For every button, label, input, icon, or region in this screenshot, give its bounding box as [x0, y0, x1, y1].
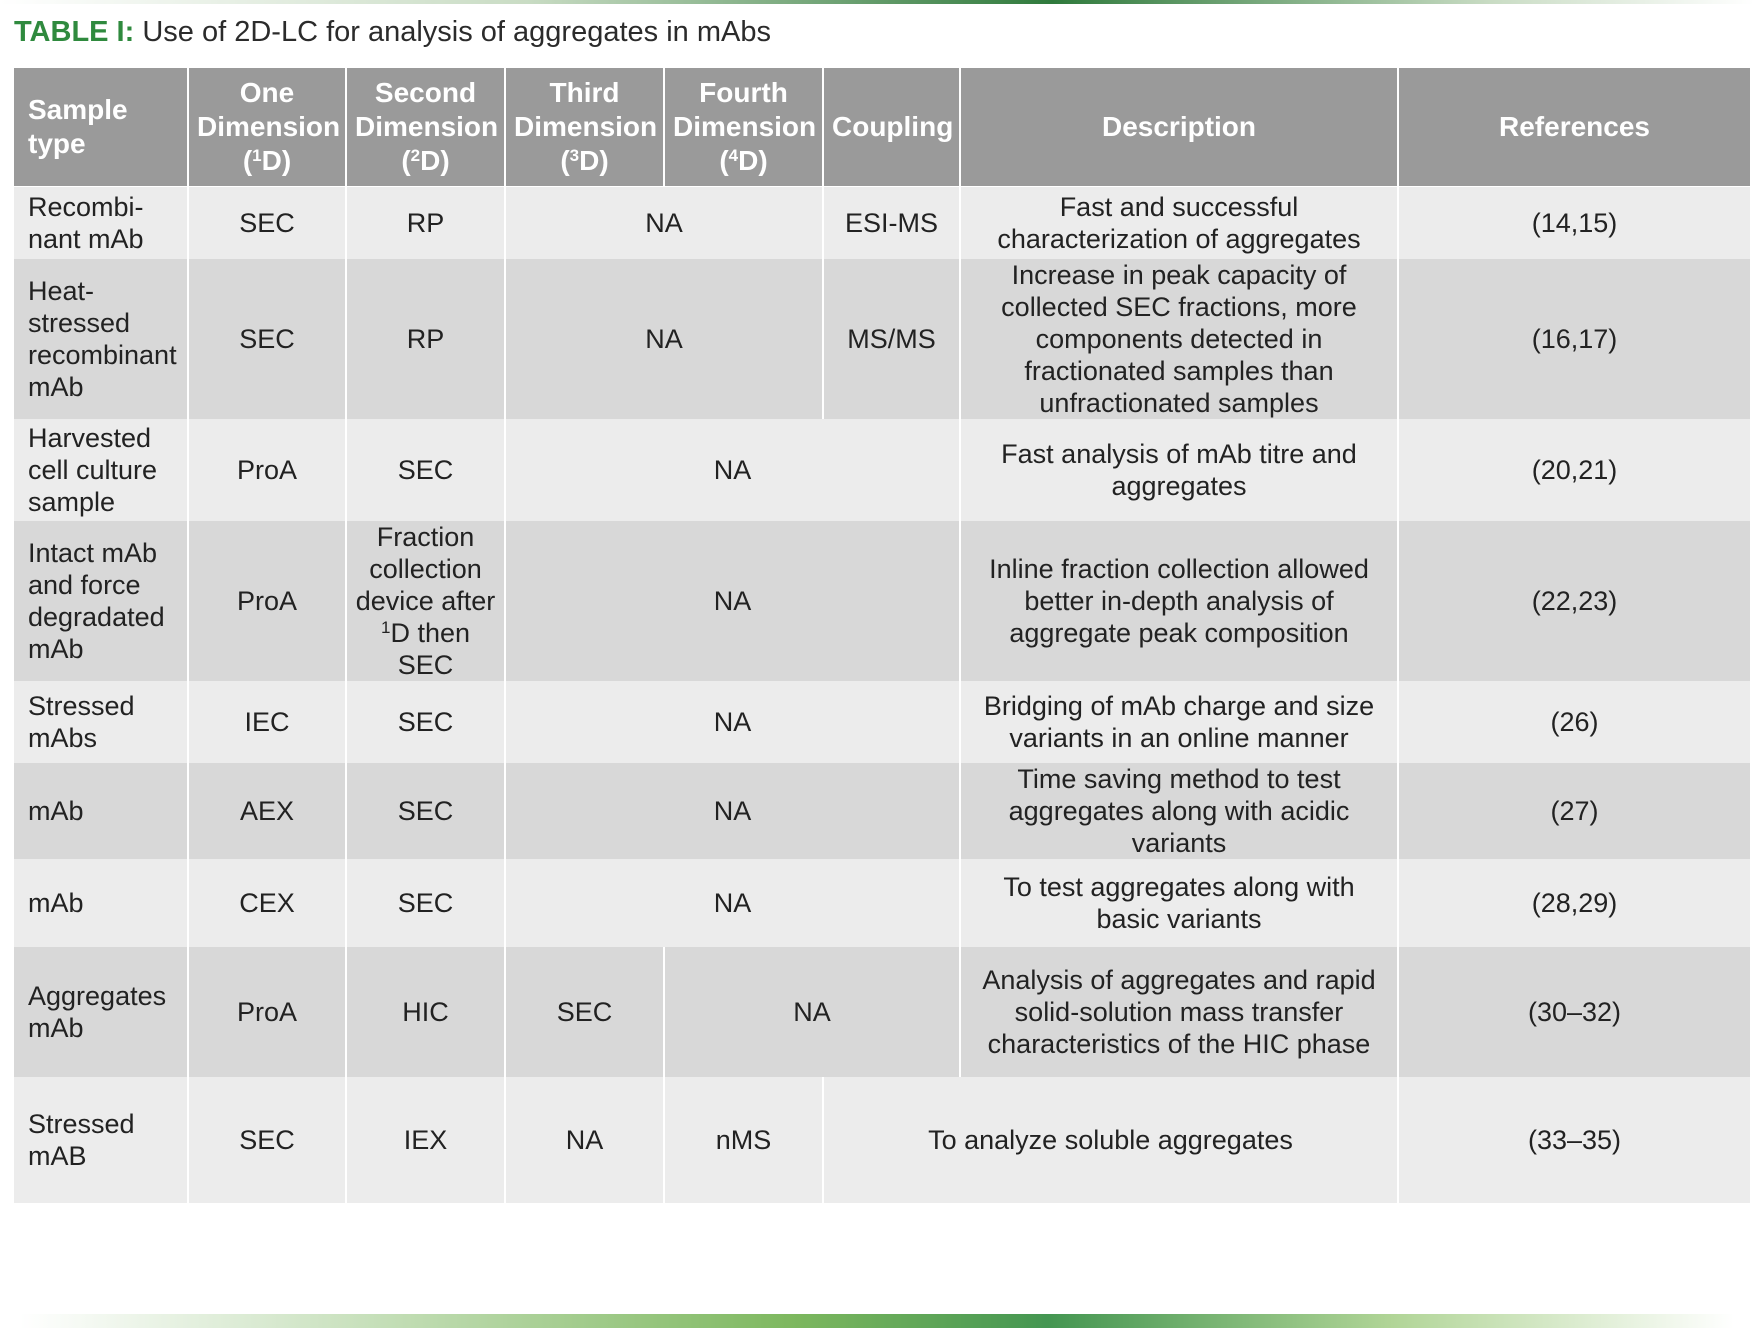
- header-second-dimension: Second Dimension ($^2$D): [346, 68, 505, 187]
- cell-sample-type: Recombi-nant mAb: [14, 187, 188, 259]
- cell-third-dimension: NA: [505, 1077, 664, 1203]
- cell-description: Bridging of mAb charge and size variants in an online manner: [960, 681, 1398, 763]
- table-row: [14, 947, 1750, 1077]
- cell-second-dimension: Fraction collection device after $^1$D then SEC: [346, 521, 505, 681]
- top-divider: [0, 0, 1754, 4]
- cell-sample-type: Stressed mAB: [14, 1077, 188, 1203]
- cell-second-dimension: SEC: [346, 859, 505, 947]
- cell-na-span: NA: [664, 947, 960, 1077]
- table-row: [14, 681, 1750, 763]
- cell-references: (27): [1398, 763, 1750, 859]
- cell-references: (26): [1398, 681, 1750, 763]
- table-caption: [14, 16, 771, 49]
- table-row: [14, 419, 1750, 521]
- cell-one-dimension: SEC: [188, 187, 346, 259]
- cell-description: To test aggregates along with basic variants: [960, 859, 1398, 947]
- cell-one-dimension: SEC: [188, 1077, 346, 1203]
- cell-description: Fast and successful characterization of aggregates: [960, 187, 1398, 259]
- header-references: References: [1398, 68, 1750, 187]
- cell-second-dimension: SEC: [346, 419, 505, 521]
- cell-references: (22,23): [1398, 521, 1750, 681]
- cell-description: Inline fraction collection allowed better in-depth analysis of aggregate peak composition: [960, 521, 1398, 681]
- header-description: Description: [960, 68, 1398, 187]
- cell-description: Fast analysis of mAb titre and aggregates: [960, 419, 1398, 521]
- aggregates-table: [14, 68, 1750, 1203]
- cell-sample-type: Harvested cell culture sample: [14, 419, 188, 521]
- cell-one-dimension: CEX: [188, 859, 346, 947]
- bottom-divider: [20, 1314, 1734, 1328]
- cell-coupling: ESI-MS: [823, 187, 960, 259]
- table-row: [14, 1077, 1750, 1203]
- table-row: [14, 259, 1750, 419]
- cell-one-dimension: SEC: [188, 259, 346, 419]
- cell-sample-type: Stressed mAbs: [14, 681, 188, 763]
- caption-label: TABLE I:: [14, 16, 135, 48]
- cell-sample-type: mAb: [14, 859, 188, 947]
- cell-third-dimension: SEC: [505, 947, 664, 1077]
- cell-na-span: NA: [505, 419, 960, 521]
- cell-na-span: NA: [505, 681, 960, 763]
- cell-references: (14,15): [1398, 187, 1750, 259]
- cell-sample-type: Aggregates mAb: [14, 947, 188, 1077]
- table-row: [14, 763, 1750, 859]
- header-row: [14, 68, 1750, 187]
- cell-description: Time saving method to test aggregates along with acidic variants: [960, 763, 1398, 859]
- cell-na-span: NA: [505, 763, 960, 859]
- cell-second-dimension: HIC: [346, 947, 505, 1077]
- header-fourth-dimension: Fourth Dimension ($^4$D): [664, 68, 823, 187]
- header-third-dimension: Third Dimension ($^3$D): [505, 68, 664, 187]
- header-one-dimension: One Dimension ($^1$D): [188, 68, 346, 187]
- cell-one-dimension: ProA: [188, 419, 346, 521]
- cell-one-dimension: ProA: [188, 947, 346, 1077]
- cell-one-dimension: AEX: [188, 763, 346, 859]
- cell-references: (20,21): [1398, 419, 1750, 521]
- cell-sample-type: mAb: [14, 763, 188, 859]
- cell-references: (33–35): [1398, 1077, 1750, 1203]
- cell-second-dimension: RP: [346, 187, 505, 259]
- cell-second-dimension: SEC: [346, 681, 505, 763]
- cell-one-dimension: ProA: [188, 521, 346, 681]
- table-row: [14, 187, 1750, 259]
- cell-na-span: NA: [505, 859, 960, 947]
- header-coupling: Coupling: [823, 68, 960, 187]
- table-row: [14, 859, 1750, 947]
- caption-text: Use of 2D-LC for analysis of aggregates in mAbs: [134, 16, 771, 48]
- cell-references: (16,17): [1398, 259, 1750, 419]
- cell-na-span: NA: [505, 521, 960, 681]
- cell-description: To analyze soluble aggregates: [823, 1077, 1398, 1203]
- cell-sample-type: Intact mAb and force degradated mAb: [14, 521, 188, 681]
- cell-description: Analysis of aggregates and rapid solid-solution mass transfer characteristics of the HIC phase: [960, 947, 1398, 1077]
- cell-description: Increase in peak capacity of collected SEC fractions, more components detected in fractionated samples than unfractionated samples: [960, 259, 1398, 419]
- table-row: [14, 521, 1750, 681]
- cell-references: (28,29): [1398, 859, 1750, 947]
- cell-second-dimension: RP: [346, 259, 505, 419]
- cell-third-fourth-dimension: NA: [505, 259, 823, 419]
- cell-coupling: MS/MS: [823, 259, 960, 419]
- cell-one-dimension: IEC: [188, 681, 346, 763]
- cell-second-dimension: SEC: [346, 763, 505, 859]
- cell-second-dimension: IEX: [346, 1077, 505, 1203]
- cell-fourth-dimension: nMS: [664, 1077, 823, 1203]
- cell-references: (30–32): [1398, 947, 1750, 1077]
- cell-third-fourth-dimension: NA: [505, 187, 823, 259]
- header-sample-type: Sample type: [14, 68, 188, 187]
- cell-sample-type: Heat-stressed recombinant mAb: [14, 259, 188, 419]
